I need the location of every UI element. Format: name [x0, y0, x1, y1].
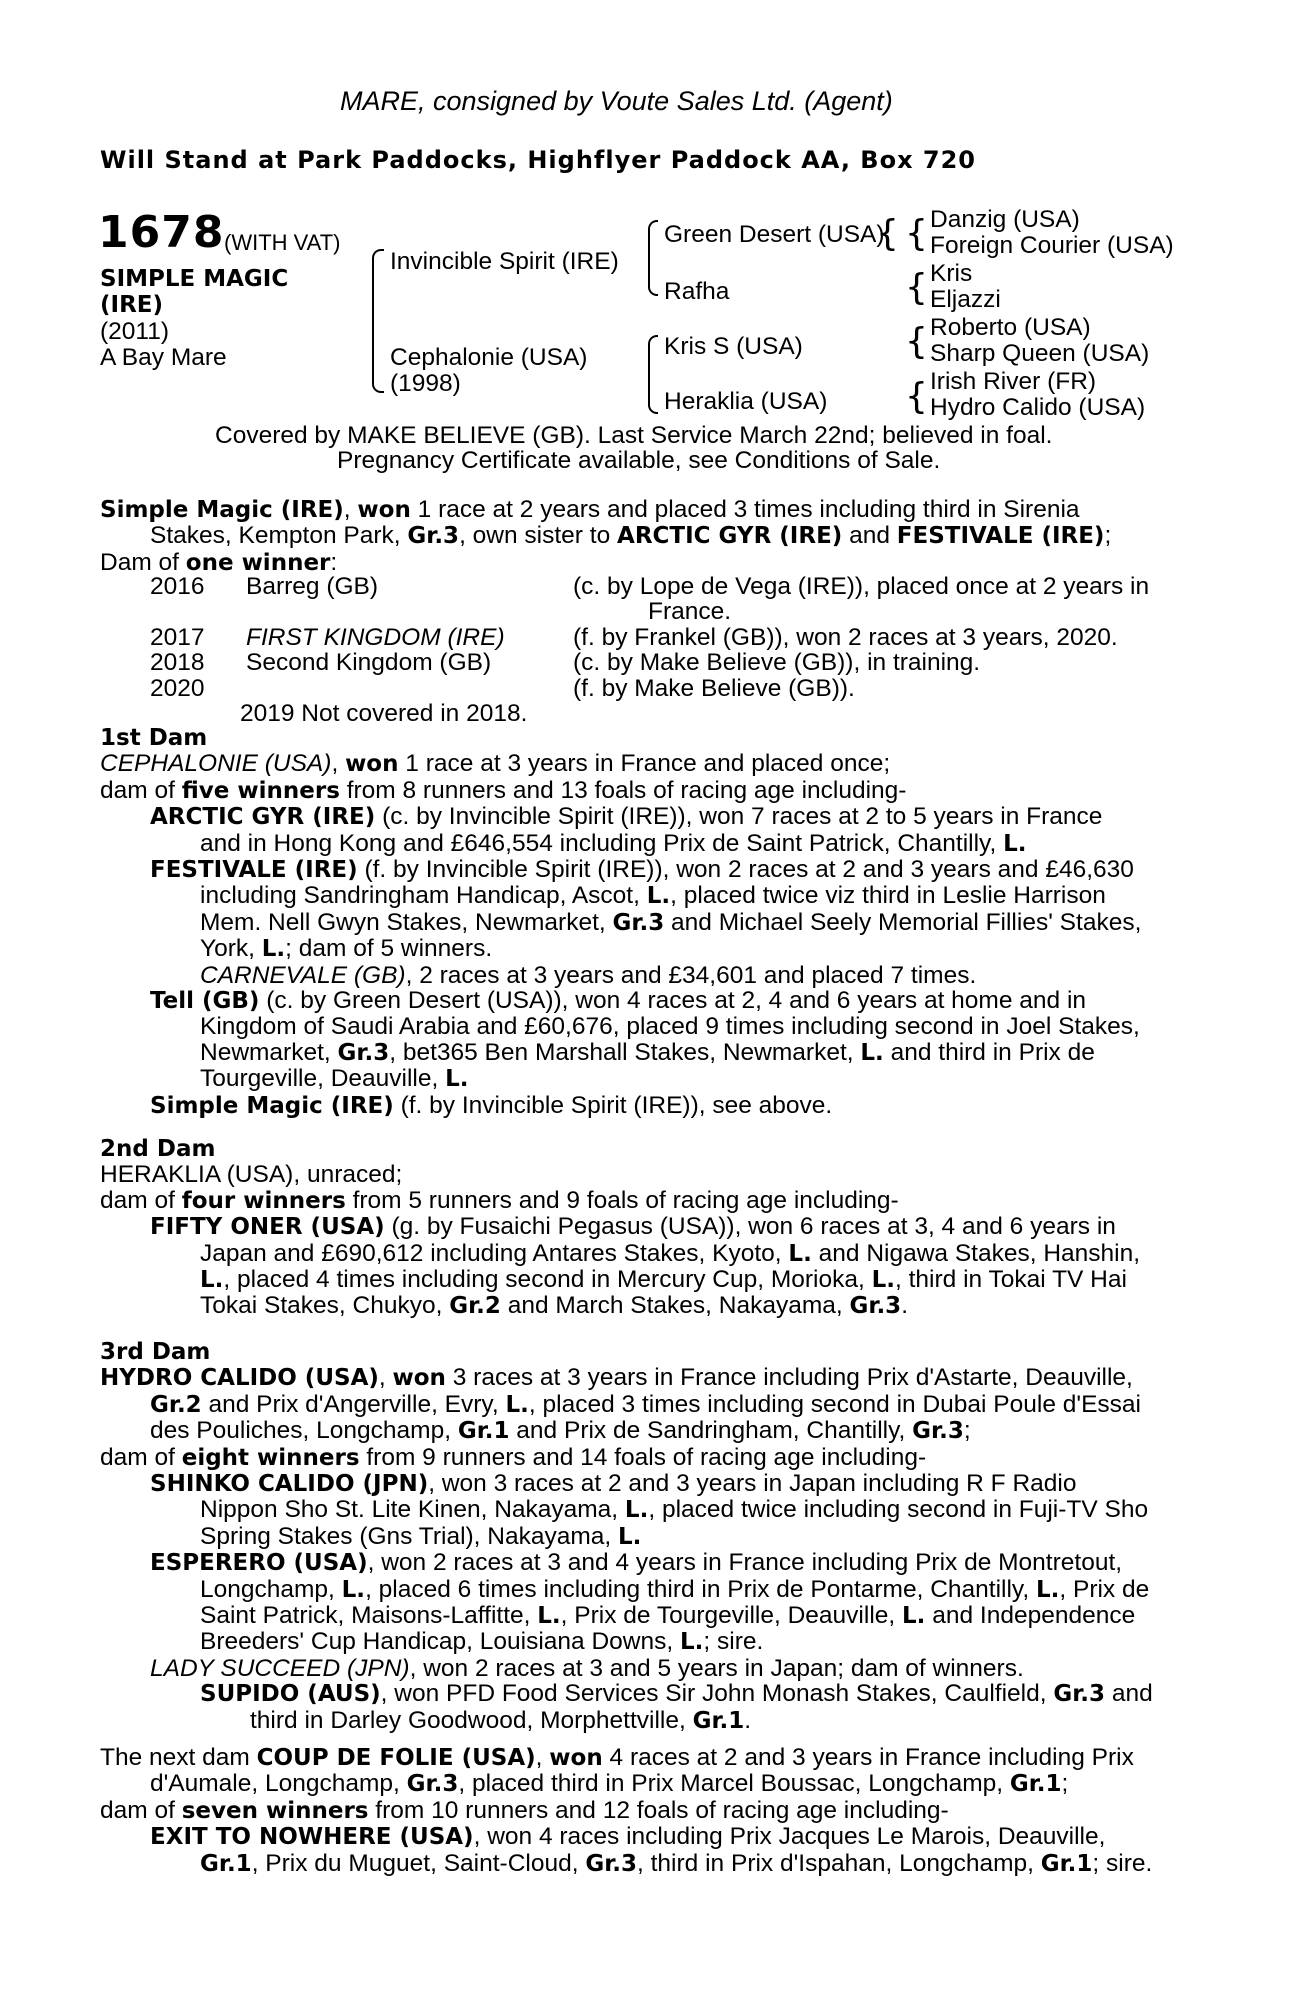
intro-sibling-2: FESTIVALE (IRE) — [896, 523, 1105, 550]
pedigree-bracket-main — [372, 249, 384, 393]
second-dam-name: HERAKLIA (USA), unraced; — [100, 1161, 403, 1189]
pedigree-dam-sire: Kris S (USA) — [664, 333, 803, 360]
supido-name: SUPIDO (AUS) — [200, 1681, 381, 1708]
pedigree-dam: Cephalonie (USA) — [390, 344, 588, 371]
pedigree-g7: Irish River (FR) — [930, 368, 1097, 395]
produce-row: 2017 FIRST KINGDOM (IRE) (f. by Frankel (GB)), won 2 races at 3 years, 2020. — [150, 623, 1118, 651]
carnevale-name: CARNEVALE (GB) — [200, 961, 406, 989]
location-line: Will Stand at Park Paddocks, Highflyer Paddock AA, Box 720 — [100, 146, 977, 174]
pedigree-sire: Invincible Spirit (IRE) — [390, 248, 619, 275]
covered-line2: Pregnancy Certificate available, see Conditions of Sale. — [337, 447, 941, 474]
produce-row-cont: France. — [648, 598, 732, 626]
pedigree-brace-3: { — [905, 321, 928, 362]
horse-name-line1: SIMPLE MAGIC — [100, 266, 289, 292]
arctic-gyr-name: ARCTIC GYR (IRE) — [150, 804, 376, 831]
pedigree-sire-sire: Green Desert (USA) — [664, 221, 885, 248]
third-dam-section: 3rd Dam HYDRO CALIDO (USA), won 3 races at 3 years in France including Prix d'Astarte, Deauville, Gr.2 and Prix d'Angerville, Evry, L., placed 3 times including second in Dubai Poule d'Essai des Pouliches, Longchamp, Gr.1 and Prix de Sandringham, Chantilly, Gr.3; dam of eight winners from 9 runners and 14 foals of racing age including- SHINKO CALIDO (JPN), won 3 races at 2 and 3 years in Japan including R F Radio Nippon Sho St. Lite Kinen, Nakayama, L., placed twice including second in Fuji-TV Sho Spring Stakes (Gns Trial), Nakayama, L. ESPERERO (USA), won 2 races at 3 and 4 years in France including Prix de Montretout, Longchamp, L., placed 6 times including third in Prix de Pontarme, Chantilly, L., Prix de Saint Patrick, Maisons-Laffitte, L., Prix de Tourgeville, Deauville, L. and Independence Breeders' Cup Handicap, Louisiana Downs, L.; sire. LADY SUCCEED (JPN), won 2 races at 3 and 5 years in Japan; dam of winners. SUPIDO (AUS), won PFD Food Services Sir John Monash Stakes, Caulfield, Gr.3 and third in Darley Goodwood, Morphettville, Gr.1. — [100, 1339, 1153, 1734]
pedigree-g6: Sharp Queen (USA) — [930, 340, 1150, 367]
third-dam-name: HYDRO CALIDO (USA) — [100, 1365, 379, 1392]
first-dam-name: CEPHALONIE (USA) — [100, 750, 332, 778]
pedigree-sire-dam: Rafha — [664, 278, 730, 305]
pedigree-bracket-sire — [648, 220, 658, 296]
vat-label: (WITH VAT) — [224, 230, 341, 255]
simple-magic-name: Simple Magic (IRE) — [150, 1092, 394, 1119]
consignor-line: MARE, consigned by Voute Sales Ltd. (Agent) — [340, 86, 893, 116]
pedigree-brace-sire-right: { — [876, 213, 899, 254]
tell-name: Tell (GB) — [150, 988, 260, 1015]
first-dam-section: 1st Dam CEPHALONIE (USA), won 1 race at 3 years in France and placed once; dam of five winners from 8 runners and 13 foals of racing age including- ARCTIC GYR (IRE) (c. by Invincible Spirit (IRE)), won 7 races at 2 to 5 years in France and in Hong Kong and £646,554 including Prix de Saint Patrick, Chantilly, L. FESTIVALE (IRE) (f. by Invincible Spirit (IRE)), won 2 races at 2 and 3 years and £46,630 including Sandringham Handicap, Ascot, L., placed twice viz third in Leslie Harrison Mem. Nell Gwyn Stakes, Newmarket, Gr.3 and Michael Seely Memorial Fillies' Stakes, York, L.; dam of 5 winners. CARNEVALE (GB), 2 races at 3 years and £34,601 and placed 7 times. Tell (GB) (c. by Green Desert (USA)), won 4 races at 2, 4 and 6 years at home and in Kingdom of Saudi Arabia and £60,676, placed 9 times including second in Joel Stakes, Newmarket, Gr.3, bet365 Ben Marshall Stakes, Newmarket, L. and third in Prix de Tourgeville, Deauville, L. Simple Magic (IRE) (f. by Invincible Spirit (IRE)), see above. — [100, 725, 1142, 1119]
not-covered-note: 2019 Not covered in 2018. — [240, 700, 528, 728]
intro-horse-name: Simple Magic (IRE) — [100, 497, 344, 523]
covered-line1: Covered by MAKE BELIEVE (GB). Last Service March 22nd; believed in foal. — [215, 422, 1053, 449]
pedigree-bracket-dam — [648, 335, 658, 414]
horse-description: A Bay Mare — [100, 344, 227, 371]
horse-name-line2: (IRE) — [100, 292, 164, 318]
esperero-name: ESPERERO (USA) — [150, 1550, 368, 1577]
pedigree-brace-1: { — [905, 213, 928, 254]
second-dam-heading: 2nd Dam — [100, 1136, 216, 1162]
second-dam-section: 2nd Dam HERAKLIA (USA), unraced; dam of four winners from 5 runners and 9 foals of racing age including- FIFTY ONER (USA) (g. by Fusaichi Pegasus (USA)), won 6 races at 3, 4 and 6 years in Japan and £690,612 including Antares Stakes, Kyoto, L. and Nigawa Stakes, Hanshin, L., placed 4 times including second in Mercury Cup, Morioka, L., third in Tokai TV Hai Tokai Stakes, Chukyo, Gr.2 and March Stakes, Nakayama, Gr.3. — [100, 1136, 1141, 1320]
fifty-oner-name: FIFTY ONER (USA) — [150, 1214, 385, 1241]
produce-row: 2018 Second Kingdom (GB) (c. by Make Believe (GB)), in training. — [150, 649, 981, 677]
third-dam-heading: 3rd Dam — [100, 1339, 211, 1365]
pedigree-g1: Danzig (USA) — [930, 206, 1080, 233]
lot-number: 1678 — [98, 207, 225, 258]
pedigree-g8: Hydro Calido (USA) — [930, 394, 1146, 421]
intro-sibling-1: ARCTIC GYR (IRE) — [617, 523, 843, 550]
horse-year: (2011) — [100, 318, 170, 345]
produce-row: 2016 Barreg (GB) (c. by Lope de Vega (IRE)), placed once at 2 years in — [150, 573, 1150, 600]
first-dam-heading: 1st Dam — [100, 725, 208, 751]
pedigree-g4: Eljazzi — [930, 286, 1001, 313]
pedigree-g2: Foreign Courier (USA) — [930, 232, 1174, 259]
shinko-calido-name: SHINKO CALIDO (JPN) — [150, 1471, 429, 1498]
next-dam-name: COUP DE FOLIE (USA) — [256, 1745, 536, 1771]
pedigree-dam-dam: Heraklia (USA) — [664, 388, 828, 415]
festivale-name: FESTIVALE (IRE) — [150, 857, 358, 884]
pedigree-g5: Roberto (USA) — [930, 314, 1091, 341]
pedigree-dam-year: (1998) — [390, 370, 461, 397]
intro-paragraph: Simple Magic (IRE), won 1 race at 2 years and placed 3 times including third in Sirenia Stakes, Kempton Park, Gr.3, own sister to ARCTIC GYR (IRE) and FESTIVALE (IRE); Dam of one winner: — [100, 496, 1112, 576]
intro-won: won — [357, 497, 411, 523]
pedigree-g3: Kris — [930, 260, 973, 287]
pedigree-brace-4: { — [905, 376, 928, 417]
next-dam-section: The next dam COUP DE FOLIE (USA), won 4 races at 2 and 3 years in France including Prix d'Aumale, Longchamp, Gr.3, placed third in Prix Marcel Boussac, Longchamp, Gr.1; dam of seven winners from 10 runners and 12 foals of racing age including- EXIT TO NOWHERE (USA), won 4 races including Prix Jacques Le Marois, Deauville, Gr.1, Prix du Muguet, Saint-Cloud, Gr.3, third in Prix d'Ispahan, Longchamp, Gr.1; sire. — [100, 1744, 1153, 1877]
exit-to-nowhere-name: EXIT TO NOWHERE (USA) — [150, 1824, 474, 1851]
pedigree-brace-2: { — [905, 267, 928, 308]
produce-row: 2020 (f. by Make Believe (GB)). — [150, 674, 855, 702]
produce-table — [150, 574, 1149, 726]
lady-succeed-name: LADY SUCCEED (JPN) — [150, 1654, 410, 1682]
